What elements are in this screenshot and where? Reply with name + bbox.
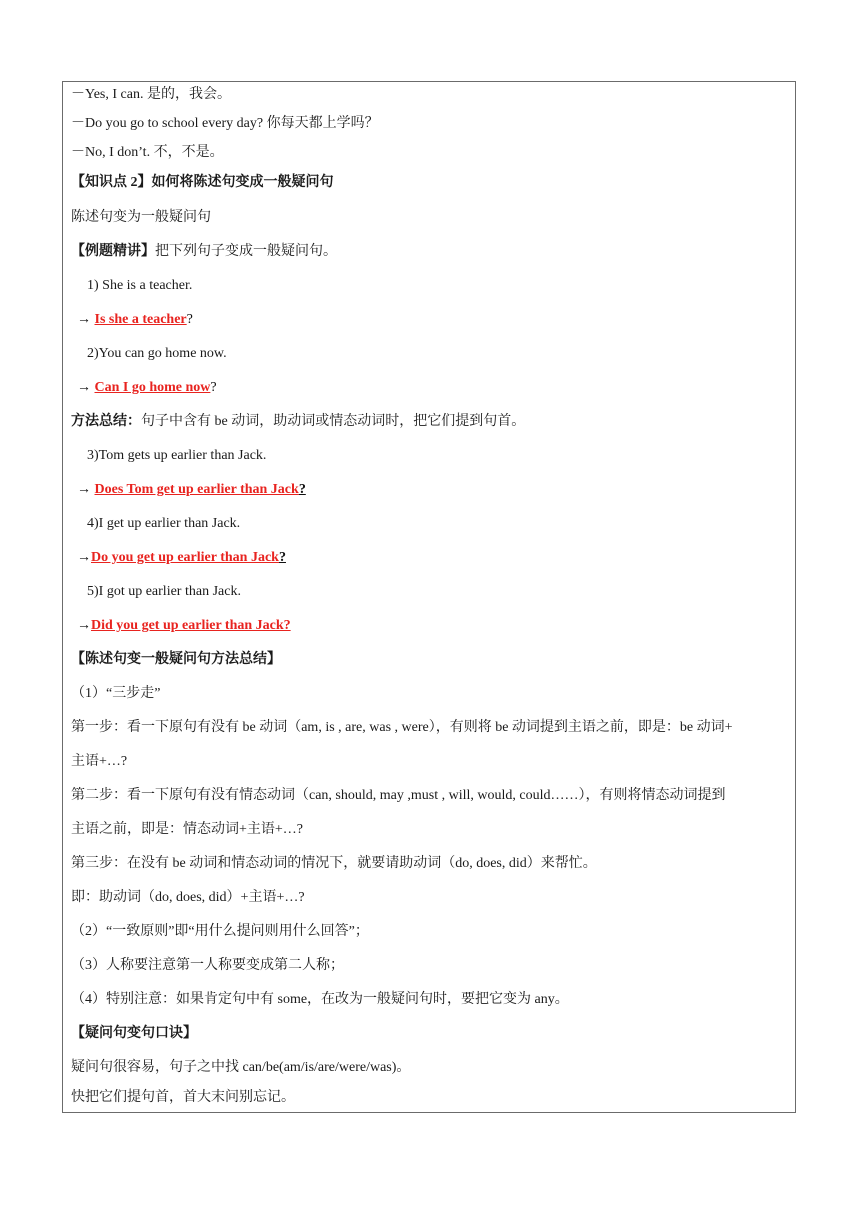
method-label: 方法总结： xyxy=(71,414,141,429)
rule-2: （2）“一致原则”即“用什么提问则用什么回答”； xyxy=(71,924,369,939)
method-text: 句子中含有 be 动词，助动词或情态动词时，把它们提到句首。 xyxy=(141,414,526,429)
mnemonic-line-1: 疑问句很容易，句子之中找 can/be(am/is/are/were/was)。 xyxy=(71,1060,411,1075)
dialog-line-2: －Do you go to school every day? 你每天都上学吗？ xyxy=(71,116,379,131)
answer-punct: ? xyxy=(278,550,286,565)
answer-text: Do you get up earlier than Jack xyxy=(91,550,279,565)
dialog-line-3: －No, I don’t. 不，不是。 xyxy=(71,145,224,160)
arrow-icon: → xyxy=(77,618,91,633)
mnemonic-heading: 【疑问句变句口诀】 xyxy=(71,1026,197,1041)
answer-4 xyxy=(77,549,286,567)
example-1: 1) She is a teacher. xyxy=(87,278,193,293)
mnemonic-line-2: 快把它们提句首，首大末问别忘记。 xyxy=(71,1090,295,1105)
content-frame xyxy=(62,81,796,1113)
answer-3 xyxy=(77,481,306,499)
step-3: 第三步：在没有 be 动词和情态动词的情况下，就要请助动词（do, does, did）来帮忙。 xyxy=(71,856,597,871)
arrow-icon: → xyxy=(77,482,95,497)
step-3-formula: 即：助动词（do, does, did）+主语+…? xyxy=(71,890,305,905)
example-label: 【例题精讲】 xyxy=(71,244,155,259)
section-heading-2: 【知识点 2】如何将陈述句变成一般疑问句 xyxy=(71,175,334,190)
arrow-icon: → xyxy=(77,380,95,395)
example-instruction: 把下列句子变成一般疑问句。 xyxy=(155,244,337,259)
answer-2 xyxy=(77,379,217,397)
answer-punct: ? xyxy=(210,380,217,395)
rule-1-title: （1）“三步走” xyxy=(71,686,161,701)
answer-text: Did you get up earlier than Jack? xyxy=(91,618,291,633)
arrow-icon: → xyxy=(77,550,91,565)
answer-text: Can I go home now xyxy=(94,380,211,395)
answer-text: Does Tom get up earlier than Jack xyxy=(94,482,299,497)
step-1-line-2: 主语+…? xyxy=(71,754,128,769)
example-3: 3)Tom gets up earlier than Jack. xyxy=(87,448,267,463)
answer-1 xyxy=(77,311,193,329)
step-2-line-2: 主语之前，即是：情态动词+主语+…? xyxy=(71,822,304,837)
example-4: 4)I get up earlier than Jack. xyxy=(87,516,241,531)
answer-5 xyxy=(77,617,291,635)
rule-4: （4）特别注意：如果肯定句中有 some，在改为一般疑问句时，要把它变为 any。 xyxy=(71,992,569,1007)
example-2: 2)You can go home now. xyxy=(87,346,227,361)
answer-punct: ? xyxy=(298,482,306,497)
step-1-line-1: 第一步：看一下原句有没有 be 动词（am, is , are, was , were），有则将 be 动词提到主语之前，即是：be 动词+ xyxy=(71,720,733,735)
summary-heading: 【陈述句变一般疑问句方法总结】 xyxy=(71,652,281,667)
dialog-line-1: －Yes, I can. 是的，我会。 xyxy=(71,87,231,102)
example-intro xyxy=(71,243,337,261)
example-5: 5)I got up earlier than Jack. xyxy=(87,584,241,599)
answer-text: Is she a teacher xyxy=(94,312,187,327)
answer-punct: ? xyxy=(186,312,193,327)
rule-3: （3）人称要注意第一人称要变成第二人称； xyxy=(71,958,344,973)
arrow-icon: → xyxy=(77,312,95,327)
step-2-line-1: 第二步：看一下原句有没有情态动词（can, should, may ,must , will, would, could……），有则将情态动词提到 xyxy=(71,788,726,803)
section-subtitle: 陈述句变为一般疑问句 xyxy=(71,210,211,225)
method-summary xyxy=(71,413,525,431)
